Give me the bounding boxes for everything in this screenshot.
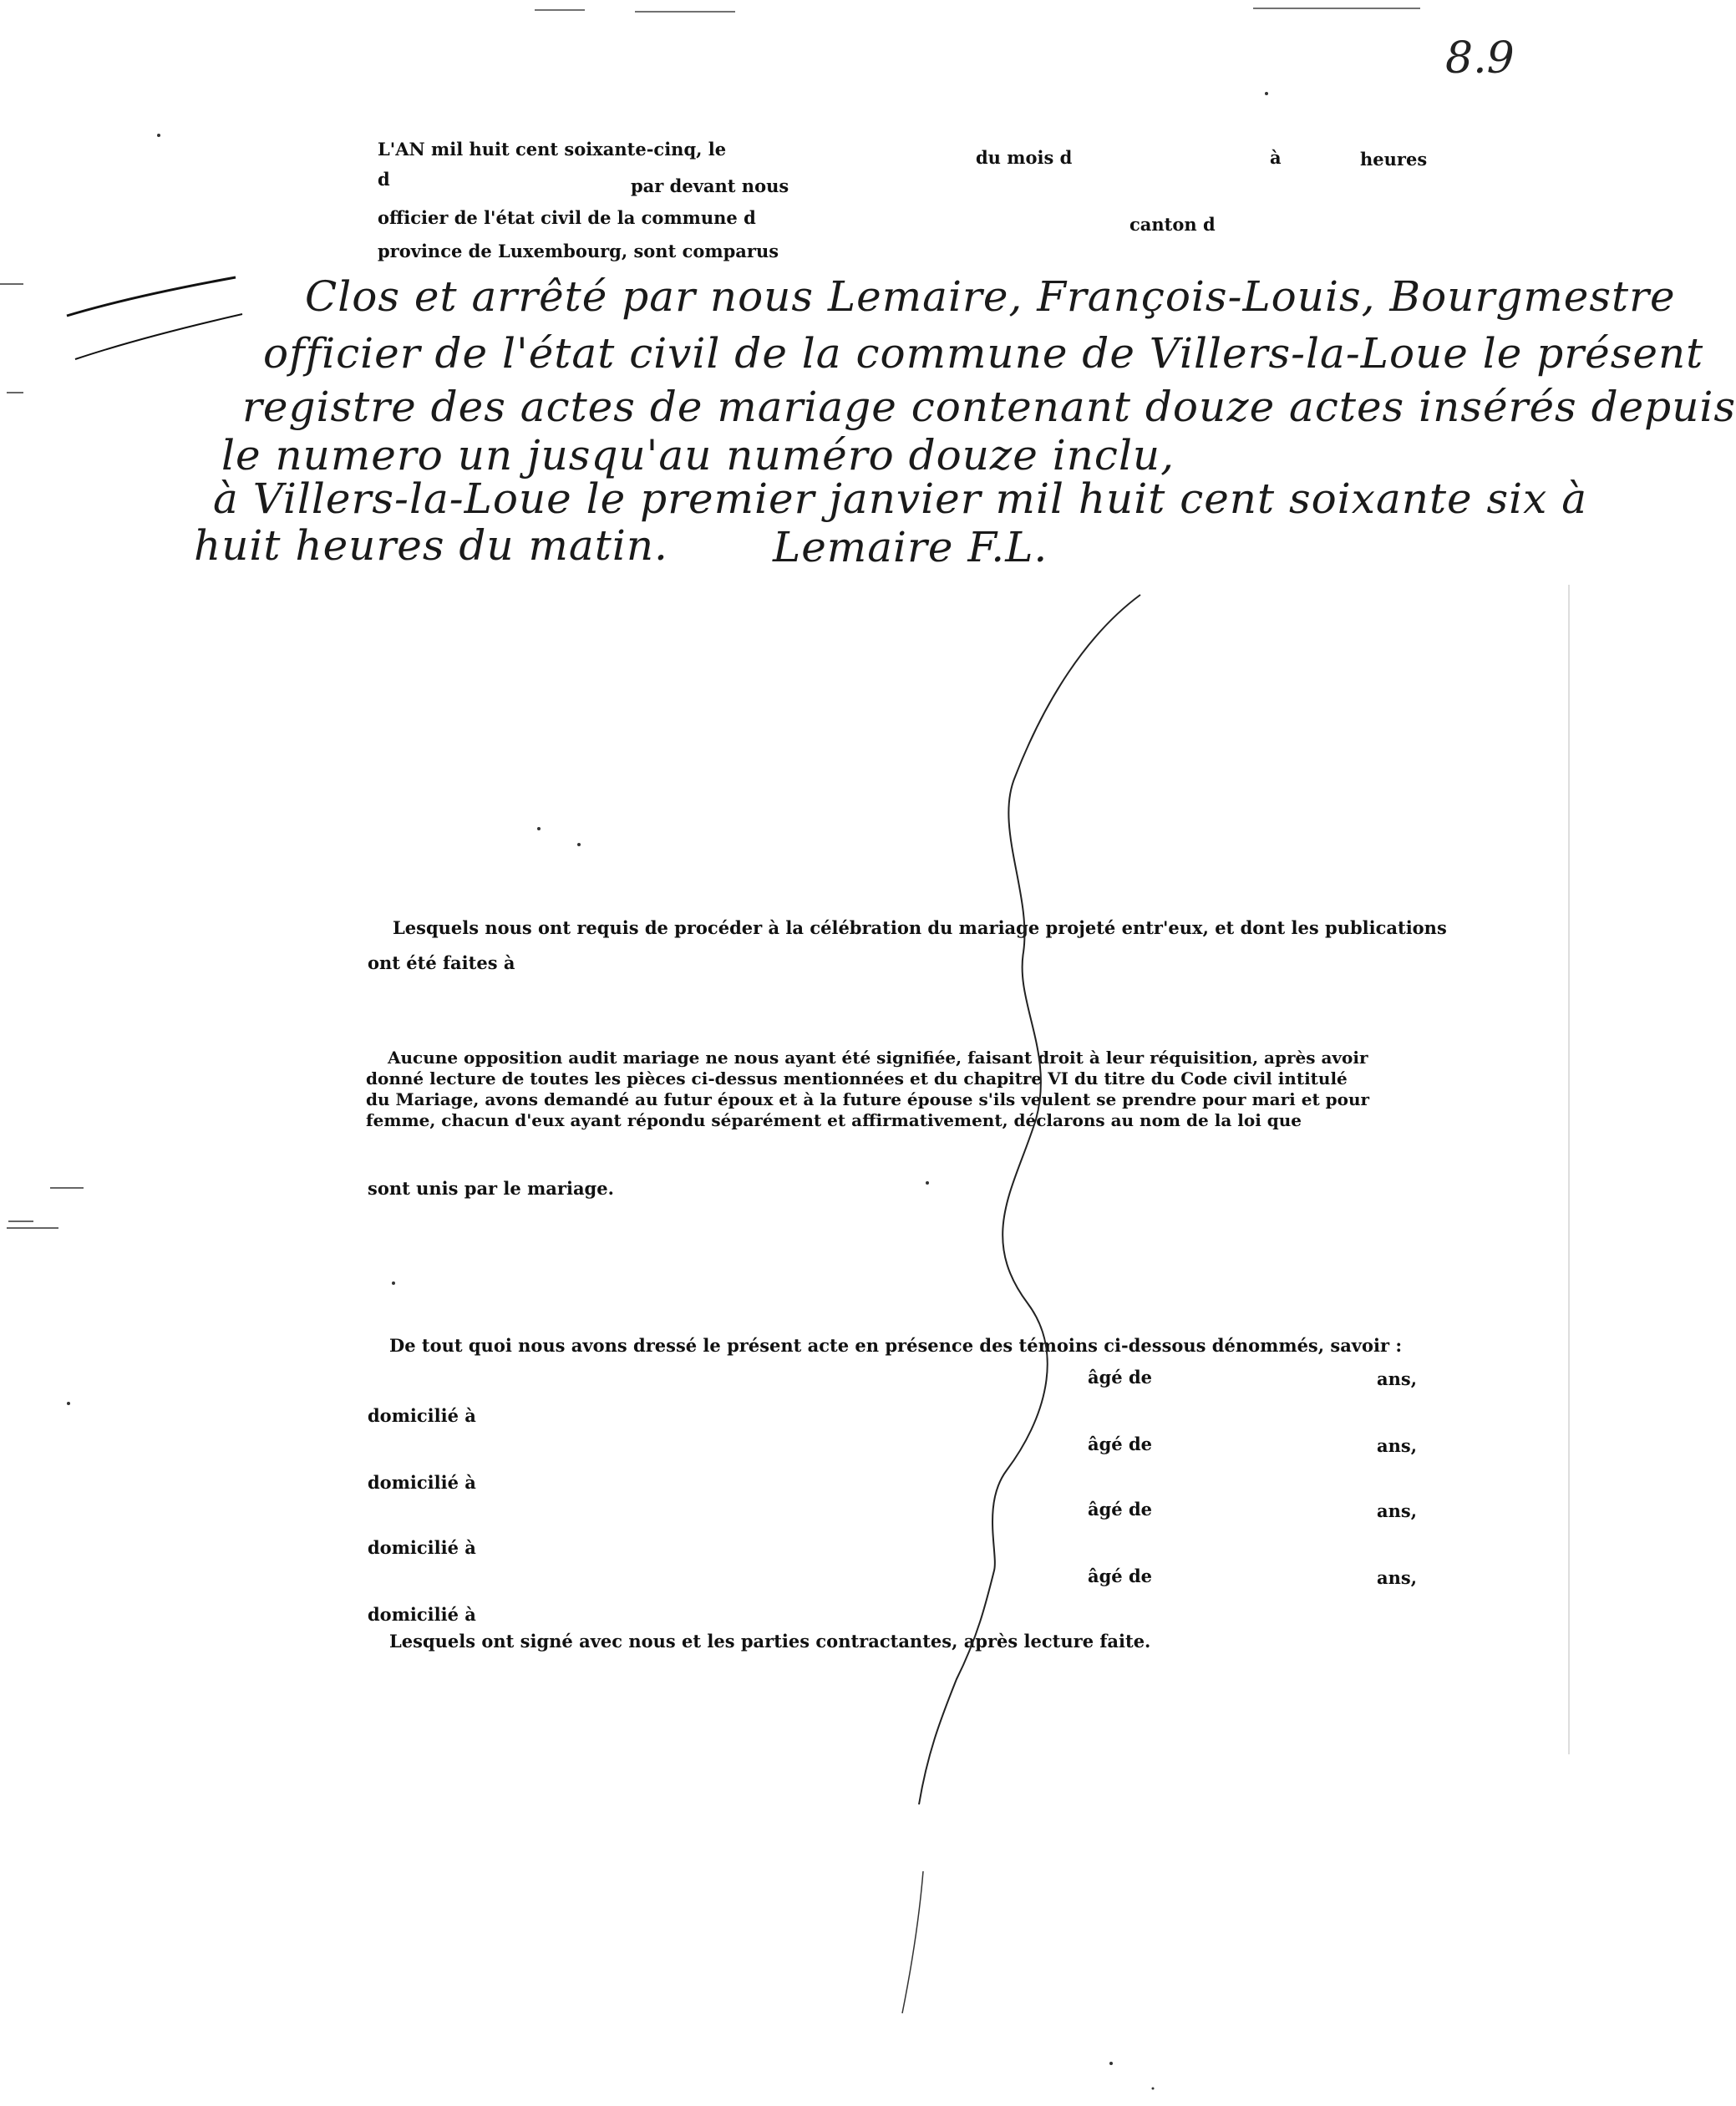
ans-2: ans, (1377, 1435, 1418, 1456)
paper-crease (919, 595, 1140, 1804)
officier-line: officier de l'état civil de la commune d (378, 207, 756, 228)
top-edge-marks (535, 8, 1420, 12)
ans-4: ans, (1377, 1567, 1418, 1588)
lesquels-line-1: Lesquels nous ont requis de procéder à la célébration du mariage projeté entr'eux, et dont les publications (393, 917, 1447, 938)
crease-tail (902, 1871, 923, 2013)
a-label: à (1270, 147, 1282, 168)
province-line: province de Luxembourg, sont comparus (378, 241, 779, 261)
aucune-line-3: du Mariage, avons demandé au futur époux et à la future épouse s'ils veulent se prendre pour mari et pour (366, 1089, 1370, 1109)
margin-pen-stroke (67, 277, 236, 316)
handwritten-line-6: huit heures du matin. (194, 521, 668, 570)
lesquels-line-2: ont été faites à (368, 952, 515, 973)
handwritten-line-2: officier de l'état civil de la commune de Villers-la-Loue le présent (263, 329, 1704, 378)
handwritten-line-5: à Villers-la-Loue le premier janvier mil huit cent soixante six à (213, 474, 1588, 523)
aucune-line-1: Aucune opposition audit mariage ne nous ayant été signifiée, faisant droit à leur réquisition, après avoir (388, 1048, 1368, 1068)
par-devant-label: par devant nous (631, 175, 789, 196)
margin-pen-stroke-2 (75, 314, 242, 359)
age-de-3: âgé de (1088, 1499, 1153, 1520)
du-mois-label: du mois d (976, 147, 1073, 168)
handwritten-line-3: registre des actes de mariage contenant douze actes insérés depuis (242, 383, 1736, 431)
unis-line: sont unis par le mariage. (368, 1178, 614, 1199)
age-de-1: âgé de (1088, 1367, 1153, 1388)
page-number: 8.9 (1445, 33, 1515, 84)
left-edge-marks (0, 284, 84, 1228)
aucune-line-4: femme, chacun d'eux ayant répondu séparément et affirmativement, déclarons au nom de la loi que (366, 1110, 1302, 1130)
handwritten-line-1: Clos et arrêté par nous Lemaire, François-Louis, Bourgmestre (305, 272, 1676, 321)
domicilie-3: domicilié à (368, 1537, 476, 1558)
canton-label: canton d (1129, 214, 1216, 235)
closing-line: Lesquels ont signé avec nous et les parties contractantes, après lecture faite. (389, 1631, 1151, 1652)
ans-3: ans, (1377, 1500, 1418, 1521)
age-de-4: âgé de (1088, 1566, 1153, 1586)
temoins-intro: De tout quoi nous avons dressé le présent acte en présence des témoins ci-dessous dénommés, savoir : (389, 1335, 1403, 1356)
domicilie-2: domicilié à (368, 1472, 476, 1493)
domicilie-4: domicilié à (368, 1604, 476, 1625)
aucune-line-2: donné lecture de toutes les pièces ci-dessus mentionnées et du chapitre VI du titre du Code civil intitulé (366, 1068, 1348, 1089)
ans-1: ans, (1377, 1368, 1418, 1389)
signature: Lemaire F.L. (773, 523, 1048, 571)
d-label: d (378, 169, 390, 190)
intro-line: L'AN mil huit cent soixante-cinq, le (378, 139, 727, 160)
heures-label: heures (1360, 149, 1428, 170)
age-de-2: âgé de (1088, 1434, 1153, 1454)
handwritten-line-4: le numero un jusqu'au numéro douze inclu, (221, 431, 1175, 480)
domicilie-1: domicilié à (368, 1405, 476, 1426)
